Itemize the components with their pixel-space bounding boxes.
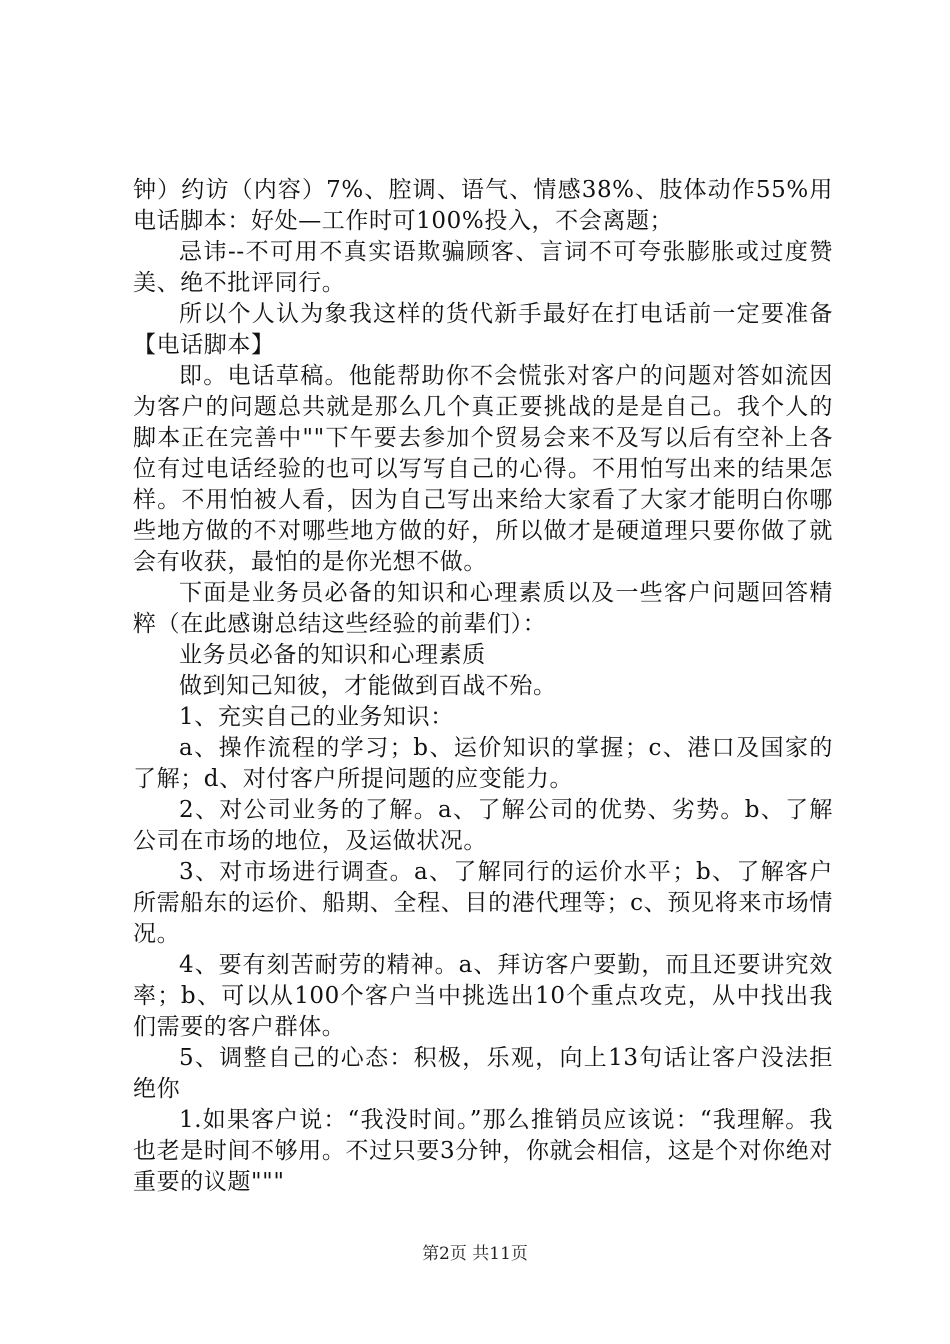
- list-item: 5、调整自己的心态：积极，乐观，向上13句话让客户没法拒绝你: [133, 1045, 833, 1102]
- paragraph: 即。电话草稿。他能帮助你不会慌张对客户的问题对答如流因为客户的问题总共就是那么几个真正要挑战的是是自己。我个人的脚本正在完善中""下午要去参加个贸易会来不及写以后有空补上各位有过电话经验的也可以写写自己的心得。不用怕写出来的结果怎样。不用怕被人看，因为自己写出来给大家看了大家才能明白你哪些地方做的不对哪些地方做的好，所以做才是硬道理只要你做了就会有收获，最怕的是你光想不做。: [133, 363, 833, 575]
- paragraph: 所以个人认为象我这样的货代新手最好在打电话前一定要准备【电话脚本】: [133, 301, 833, 358]
- paragraph: 钟）约访（内容）7%、腔调、语气、情感38%、肢体动作55%用电话脚本：好处—工作时可100%投入，不会离题；: [133, 177, 833, 234]
- list-item: 3、对市场进行调查。a、了解同行的运价水平；b、了解客户所需船东的运价、船期、全程、目的港代理等；c、预见将来市场情况。: [133, 859, 833, 947]
- document-body: [133, 175, 833, 1198]
- list-item: a、操作流程的学习；b、运价知识的掌握；c、港口及国家的了解；d、对付客户所提问题的应变能力。: [133, 735, 833, 792]
- list-item: 2、对公司业务的了解。a、了解公司的优势、劣势。b、了解公司在市场的地位，及运做状况。: [133, 797, 833, 854]
- list-item: 4、要有刻苦耐劳的精神。a、拜访客户要勤，而且还要讲究效率；b、可以从100个客户当中挑选出10个重点攻克，从中找出我们需要的客户群体。: [133, 952, 833, 1040]
- paragraph: 下面是业务员必备的知识和心理素质以及一些客户问题回答精粹（在此感谢总结这些经验的前辈们）：: [133, 580, 833, 637]
- paragraph: 做到知己知彼，才能做到百战不殆。: [179, 673, 557, 699]
- list-item: 1、充实自己的业务知识：: [179, 704, 454, 730]
- section-heading: 业务员必备的知识和心理素质: [179, 642, 486, 668]
- paragraph: 忌讳--不可用不真实语欺骗顾客、言词不可夸张膨胀或过度赞美、绝不批评同行。: [133, 239, 833, 296]
- list-item: 1.如果客户说：“我没时间。”那么推销员应该说：“我理解。我也老是时间不够用。不过只要3分钟，你就会相信，这是个对你绝对重要的议题""": [133, 1107, 833, 1195]
- page-number-footer: 第2页 共11页: [422, 1244, 528, 1264]
